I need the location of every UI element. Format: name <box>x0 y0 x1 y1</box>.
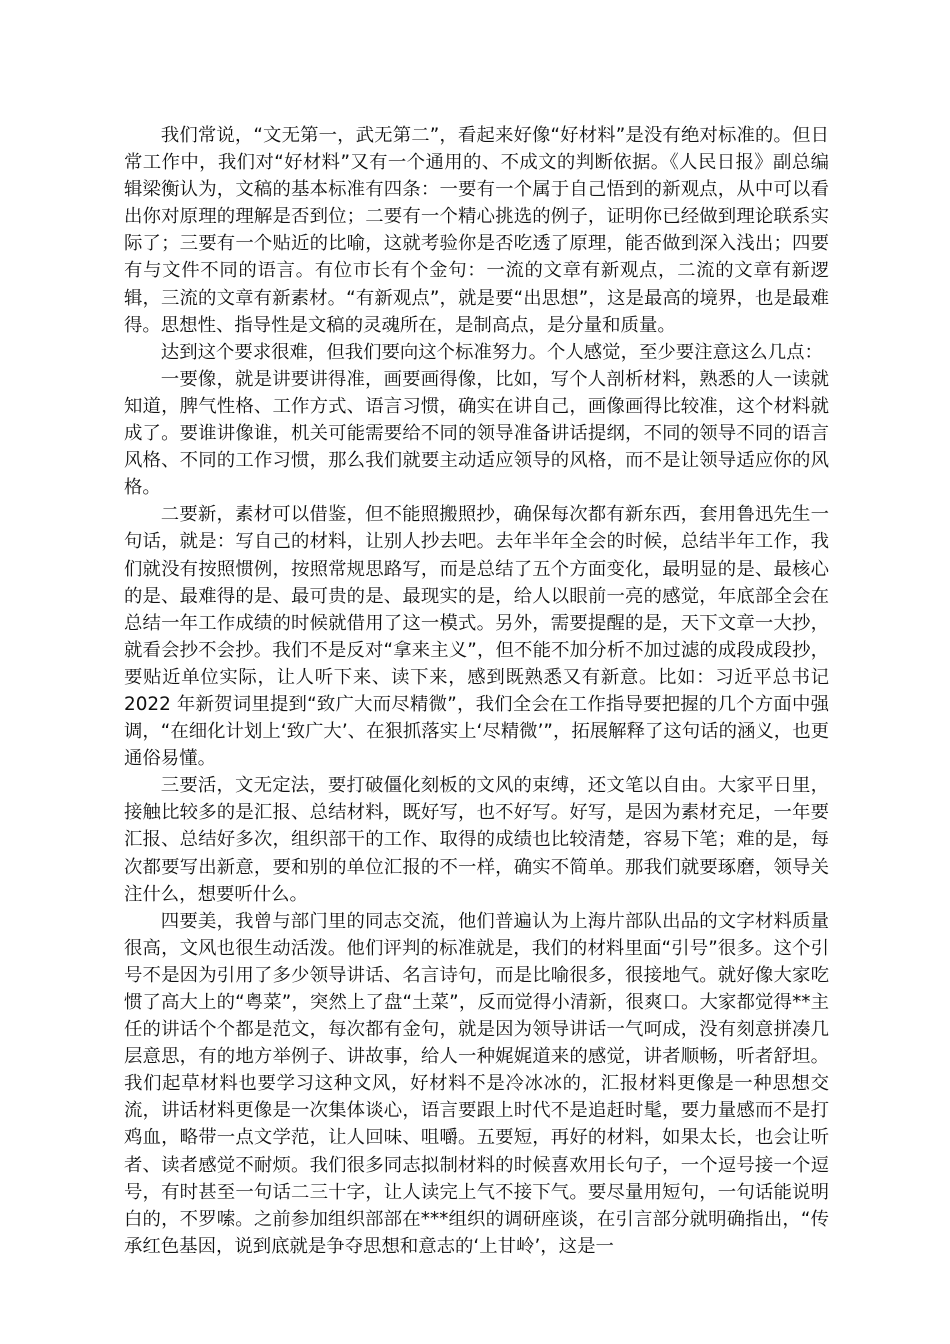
paragraph-point-new: 二要新，素材可以借鉴，但不能照搬照抄，确保每次都有新东西，套用鲁迅先生一句话，就是：写自己的材料，让别人抄去吧。去年半年全会的时候，总结半年工作，我们就没有按照惯例，按照常规思路写，而是总结了五个方面变化，最明显的是、最核心的是、最难得的是、最可贵的是、最现实的是，给人以眼前一亮的感觉，年底部全会在总结一年工作成绩的时候就借用了这一模式。另外，需要提醒的是，天下文章一大抄，就看会抄不会抄。我们不是反对“拿来主义”，但不能不加分析不加过滤的成段成段抄，要贴近单位实际，让人听下来、读下来，感到既熟悉又有新意。比如：习近平总书记 2022 年新贺词里提到“致广大而尽精微”，我们全会在工作指导要把握的几个方面中强调，“在细化计划上‘致广大’、在狠抓落实上‘尽精微’”，拓展解释了这句话的涵义，也更通俗易懂。 <box>124 504 829 770</box>
paragraph-point-lively: 三要活，文无定法，要打破僵化刻板的文风的束缚，还文笔以自由。大家平日里，接触比较多的是汇报、总结材料，既好写，也不好写。好写，是因为素材充足，一年要汇报、总结好多次，组织部干的工作、取得的成绩也比较清楚，容易下笔；难的是，每次都要写出新意，要和别的单位汇报的不一样，确实不简单。那我们就要琢磨，领导关注什么，想要听什么。 <box>124 775 829 905</box>
document-body <box>124 122 829 1260</box>
paragraph-good-material-standard: 我们常说，“文无第一，武无第二”，看起来好像“好材料”是没有绝对标准的。但日常工作中，我们对“好材料”又有一个通用的、不成文的判断依据。《人民日报》副总编辑梁衡认为，文稿的基本标准有四条：一要有一个属于自己悟到的新观点，从中可以看出你对原理的理解是否到位；二要有一个精心挑选的例子，证明你已经做到理论联系实际了；三要有一个贴近的比喻，这就考验你是否吃透了原理，能否做到深入浅出；四要有与文件不同的语言。有位市长有个金句：一流的文章有新观点，二流的文章有新逻辑，三流的文章有新素材。“有新观点”，就是要“出思想”，这是最高的境界，也是最难得。思想性、指导性是文稿的灵魂所在，是制高点，是分量和质量。 <box>124 125 829 336</box>
paragraph-point-beautiful: 四要美，我曾与部门里的同志交流，他们普遍认为上海片部队出品的文字材料质量很高，文风也很生动活泼。他们评判的标准就是，我们的材料里面“引号”很多。这个引号不是因为引用了多少领导讲话、名言诗句，而是比喻很多，很接地气。就好像大家吃惯了高大上的“粤菜”，突然上了盘“土菜”，反而觉得小清新，很爽口。大家都觉得**主任的讲话个个都是范文，每次都有金句，就是因为领导讲话一气呵成，没有刻意拼凑几层意思，有的地方举例子、讲故事，给人一种娓娓道来的感觉，讲者顺畅，听者舒坦。我们起草材料也要学习这种文风，好材料不是冷冰冰的，汇报材料更像是一种思想交流，讲话材料更像是一次集体谈心，语言要跟上时代不是追赶时髦，要力量感而不是打鸡血，略带一点文学范，让人回味、咀嚼。五要短，再好的材料，如果太长，也会让听者、读者感觉不耐烦。我们很多同志拟制材料的时候喜欢用长句子，一个逗号接一个逗号，有时甚至一句话二三十字，让人读完上气不接下气。要尽量用短句，一句话能说明白的，不罗嗦。之前参加组织部部在***组织的调研座谈，在引言部分就明确指出，“传承红色基因，说到底就是争夺思想和意志的‘上甘岭’，这是一 <box>124 910 829 1257</box>
paragraph-intro-points: 达到这个要求很难，但我们要向这个标准努力。个人感觉，至少要注意这么几点： <box>160 341 823 363</box>
paragraph-point-like: 一要像，就是讲要讲得准，画要画得像，比如，写个人剖析材料，熟悉的人一读就知道，脾气性格、工作方式、语言习惯，确实在讲自己，画像画得比较准，这个材料就成了。要谁讲像谁，机关可能需要给不同的领导准备讲话提纲，不同的领导不同的语言风格、不同的工作习惯，那么我们就要主动适应领导的风格，而不是让领导适应你的风格。 <box>124 368 829 499</box>
